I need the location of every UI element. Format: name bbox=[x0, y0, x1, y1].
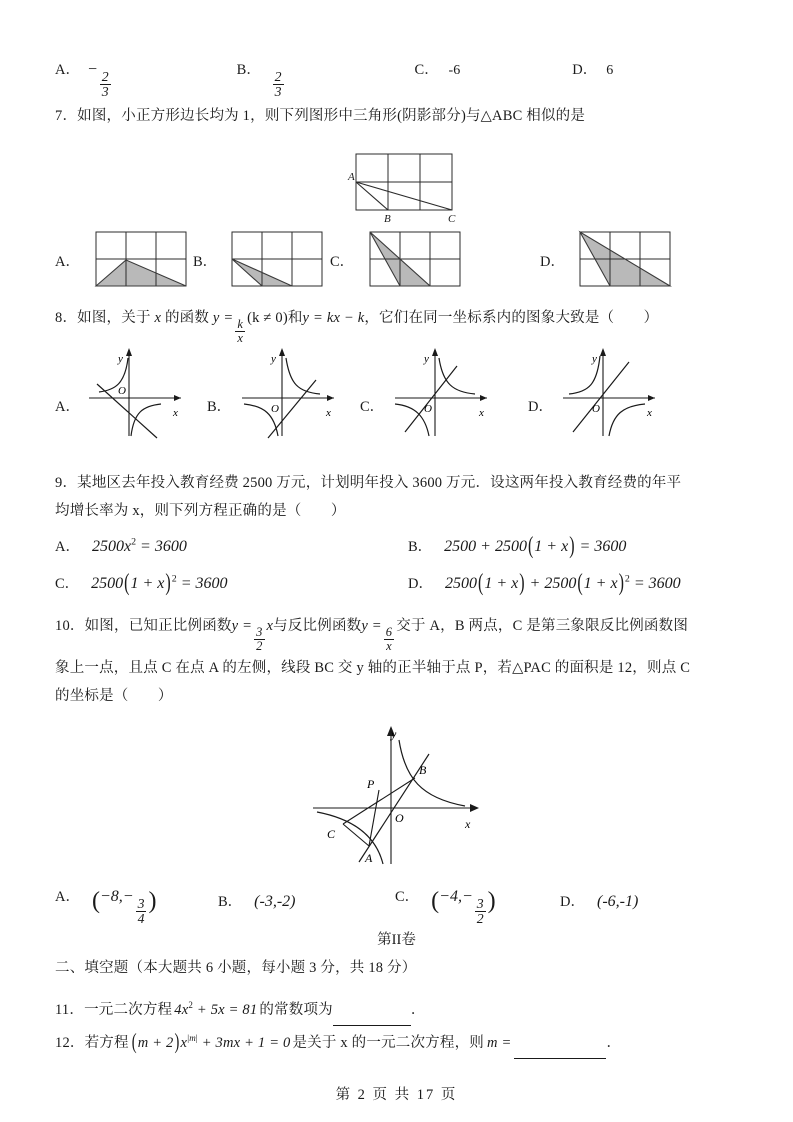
q8-d-y-axis: y bbox=[592, 353, 597, 365]
q8-func2: y = kx − k bbox=[302, 310, 365, 326]
q12-answer-blank[interactable] bbox=[514, 1030, 606, 1059]
q8-option-c-label-wrap bbox=[360, 395, 384, 416]
q10-point-C: C bbox=[327, 827, 336, 841]
q8-b-origin: O bbox=[271, 403, 279, 415]
q8-option-d-label: D． bbox=[528, 399, 553, 415]
section-two-title: 二、填空题（本大题共 6 小题，每小题 3 分，共 18 分） bbox=[55, 960, 417, 976]
q8-text-mid: 的函数 bbox=[164, 310, 210, 326]
q8-option-a-label-wrap bbox=[55, 395, 80, 416]
q8-c-origin: O bbox=[424, 403, 432, 415]
q10-option-d-label: D． bbox=[560, 894, 585, 910]
q10-point-P: P bbox=[367, 777, 375, 791]
q9-line1 bbox=[55, 470, 755, 498]
q9-option-b-expr: 2500 + 2500(1 + x) = 3600 bbox=[444, 533, 627, 559]
q10-line3 bbox=[55, 683, 760, 711]
q8-a-y-axis: y bbox=[118, 353, 123, 365]
q12-period: ． bbox=[606, 1035, 622, 1051]
q6-option-c-value: -6 bbox=[448, 63, 461, 78]
q7-label-A: A bbox=[348, 171, 355, 183]
q11-text-b: 的常数项为 bbox=[259, 1002, 333, 1018]
q12-text-a: 若方程 bbox=[84, 1035, 129, 1051]
q7-option-b-label: B． bbox=[193, 254, 218, 270]
q9-option-d-expr: $2500(1 + x) + 2500(1 + x)^2 = 3600$ bbox=[444, 570, 681, 596]
q12-number: 12． bbox=[55, 1035, 85, 1051]
q7-option-b-figure[interactable] bbox=[228, 228, 322, 292]
q8-text-end: ，它们在同一坐标系内的图象大致是（ ） bbox=[364, 310, 659, 326]
q8-c-x-axis: x bbox=[479, 407, 484, 419]
q8-d-x-axis: x bbox=[647, 407, 652, 419]
q10-option-b[interactable] bbox=[218, 890, 295, 911]
q10-y-axis-label: y bbox=[391, 727, 397, 741]
q8-d-origin: O bbox=[592, 403, 600, 415]
q10-func2: y = $\frac{6}{x}$ bbox=[361, 618, 393, 653]
q8-c-y-axis: y bbox=[424, 353, 429, 365]
q11-answer-blank[interactable] bbox=[333, 997, 411, 1026]
q8-option-b-label: B． bbox=[207, 399, 232, 415]
q9-option-a-expr: $2500x^2 = 3600$ bbox=[91, 536, 187, 555]
q9-number: 9． bbox=[55, 475, 78, 491]
q9-text-line2: 均增长率为 x，则下列方程正确的是（ ） bbox=[55, 503, 346, 519]
q11-period: ． bbox=[410, 1002, 426, 1018]
q7-label-C: C bbox=[448, 213, 456, 225]
q8-text-start: 如图，关于 bbox=[77, 310, 151, 326]
q11-number: 11． bbox=[55, 1002, 85, 1018]
q9-option-d-label: D． bbox=[408, 576, 433, 592]
q11-expr: $4x^2 + 5x = 81$ bbox=[174, 1000, 258, 1018]
q7-option-c-figure[interactable] bbox=[366, 228, 460, 292]
q12-expr: $(m + 2)x^{|m|} + 3mx + 1 = 0$ bbox=[131, 1030, 291, 1055]
q12-m-equals: m = bbox=[486, 1035, 512, 1051]
q10-x-axis-label: x bbox=[465, 817, 471, 831]
q10-line1-c: 交于 A，B 两点，C 是第三象限反比例函数图 bbox=[396, 618, 689, 634]
q10-line1-b: 与反比例函数 bbox=[273, 618, 362, 634]
q7-option-c-label: C． bbox=[330, 254, 355, 270]
q10-line2-text: 象上一点，且点 C 在点 A 的左侧，线段 BC 交 y 轴的正半轴于点 P，若△PAC 的面积是 12，则点 C bbox=[55, 660, 691, 676]
page-footer: 第 2 页 共 17 页 bbox=[335, 1087, 458, 1103]
q9-option-a-label: A． bbox=[55, 539, 80, 555]
q8-option-a-label: A． bbox=[55, 399, 80, 415]
q10-option-b-value: (-3,-2) bbox=[254, 893, 296, 910]
q10-figure bbox=[305, 716, 505, 868]
q6-option-a-label: A． bbox=[55, 62, 80, 78]
q6-options-row bbox=[55, 58, 745, 99]
q10-point-B: B bbox=[419, 763, 427, 777]
q9-line2 bbox=[55, 498, 755, 526]
q9-option-c[interactable] bbox=[55, 570, 228, 596]
q7-option-a-figure[interactable] bbox=[92, 228, 186, 292]
q10-option-b-label: B． bbox=[218, 894, 243, 910]
q11-question bbox=[55, 997, 755, 1026]
q8-option-c-label: C． bbox=[360, 399, 385, 415]
q10-option-d[interactable] bbox=[560, 890, 638, 911]
q10-line2 bbox=[55, 655, 760, 683]
q10-line1-a: 如图，已知正比例函数 bbox=[84, 618, 232, 634]
q10-line1 bbox=[55, 613, 760, 652]
q10-option-c-label: C． bbox=[395, 889, 420, 905]
q6-option-b-label: B． bbox=[236, 62, 261, 78]
q10-option-c-value: (−4,− $\frac{3}{2}$ ) bbox=[431, 887, 496, 926]
q9-option-a[interactable] bbox=[55, 535, 187, 556]
q10-number: 10． bbox=[55, 618, 85, 634]
q9-option-c-expr: $2500(1 + x)^2 = 3600$ bbox=[91, 570, 228, 596]
q7-text: 如图，小正方形边长均为 1，则下列图形中三角形(阴影部分)与△ABC 相似的是 bbox=[77, 108, 586, 124]
q8-option-d-figure[interactable] bbox=[559, 340, 667, 440]
q6-option-d-label: D． bbox=[572, 62, 598, 78]
q7-option-d-figure[interactable] bbox=[576, 228, 670, 292]
q8-text-and: 和 bbox=[287, 310, 303, 326]
q8-question bbox=[55, 305, 765, 344]
q11-text-a: 一元二次方程 bbox=[84, 1002, 173, 1018]
q7-number: 7． bbox=[55, 108, 78, 124]
q8-b-x-axis: x bbox=[326, 407, 331, 419]
q9-option-b-label: B． bbox=[408, 539, 433, 555]
q10-option-a-value: (−8,− $\frac{3}{4}$ ) bbox=[91, 887, 157, 926]
q12-text-b: 是关于 x 的一元二次方程，则 bbox=[292, 1035, 484, 1051]
q8-option-b-figure[interactable] bbox=[238, 340, 346, 440]
q7-option-a-label: A． bbox=[55, 254, 80, 270]
q6-option-b-value: $\frac{2}{3}$ bbox=[274, 68, 282, 99]
q7-option-a-label-wrap bbox=[55, 250, 80, 271]
q7-option-b-label-wrap bbox=[193, 250, 217, 271]
q10-option-a[interactable] bbox=[55, 885, 156, 926]
q7-label-B: B bbox=[384, 213, 391, 225]
q8-option-b-label-wrap bbox=[207, 395, 231, 416]
q10-option-a-label: A． bbox=[55, 889, 80, 905]
q12-question bbox=[55, 1030, 755, 1059]
q7-option-d-label: D． bbox=[540, 254, 565, 270]
q9-option-d[interactable] bbox=[408, 570, 681, 596]
q8-option-c-figure[interactable] bbox=[391, 340, 499, 440]
q7-option-c-label-wrap bbox=[330, 250, 354, 271]
q8-var-x: x bbox=[154, 310, 162, 326]
q8-func1: y = $\frac{k}{x}$ (k ≠ 0) bbox=[212, 310, 288, 345]
q8-number: 8． bbox=[55, 310, 78, 326]
q10-line3-text: 的坐标是（ ） bbox=[55, 688, 173, 704]
q8-b-y-axis: y bbox=[271, 353, 276, 365]
q6-option-a-value: − $\frac{2}{3}$ bbox=[87, 61, 109, 99]
q9-option-b[interactable] bbox=[408, 533, 627, 559]
q7-reference-figure bbox=[348, 148, 458, 223]
q6-option-c-label: C． bbox=[414, 62, 439, 78]
q6-option-d-value: 6 bbox=[606, 63, 614, 78]
q8-a-x-axis: x bbox=[173, 407, 178, 419]
q7-question bbox=[55, 103, 755, 131]
q7-option-d-label-wrap bbox=[540, 250, 565, 271]
q10-option-c[interactable] bbox=[395, 885, 496, 926]
q8-option-a-figure[interactable] bbox=[85, 340, 193, 440]
q9-text-line1: 某地区去年投入教育经费 2500 万元，计划明年投入 3600 万元．设这两年投入教育经费的年平 bbox=[77, 475, 682, 491]
q8-option-d-label-wrap bbox=[528, 395, 553, 416]
q8-a-origin: O bbox=[118, 385, 126, 397]
q10-option-d-value: (-6,-1) bbox=[596, 893, 639, 910]
q10-origin-label: O bbox=[395, 811, 404, 825]
q10-point-A: A bbox=[365, 851, 373, 865]
q10-func1: y = $\frac{3}{2}$ x bbox=[231, 618, 274, 653]
part-two-header: 第II卷 bbox=[377, 932, 416, 948]
q9-option-c-label: C． bbox=[55, 576, 80, 592]
